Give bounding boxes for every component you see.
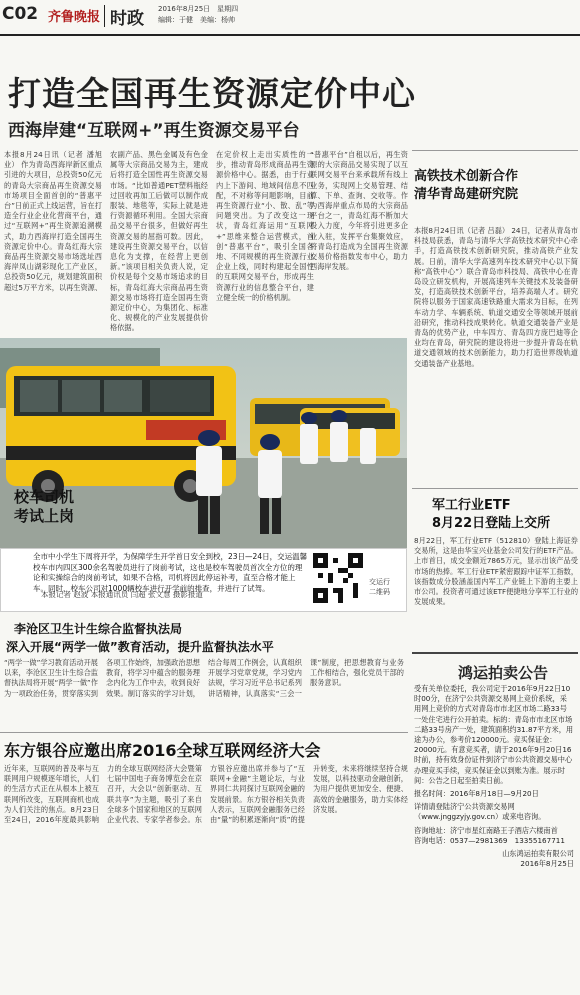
paper-logo: 齐鲁晚报 (48, 10, 101, 25)
main-subheadline: 西海岸建“互联网+”再生资源交易平台 (8, 121, 300, 141)
right-article2-title1: 军工行业ETF (432, 498, 511, 513)
right-article2-body: 8月22日，军工行业ETF（512810）登陆上海证券交易所，这是由华宝兴业基金公司发行的ETF产品。上市首日，成交金额近7865万元，显示出该产品受市场的热捧。军工行业ETF紧密跟踪中证军工指数，该指数成分股涵盖国内军工产业链上下游的主要上市公司。投资者可通过该ETF便捷地分享军工行业的发展成果。 (414, 536, 578, 607)
right-divider-mid (412, 488, 578, 489)
school-bus-photo (0, 338, 407, 548)
right-article2-title2: 8月22日登陆上交所 (432, 516, 551, 531)
notice-text: 受有关单位委托，我公司定于2016年9月22日10时00分，在济宁公共资源交易网上竞价系统，采用网上竞价的方式对青岛市市北区市场二路33号一处住宅进行公开拍卖。标的：青岛市市北区市场二路33号房产一处，建筑面积约31.87平方米，用途为办公，参考价120000元。竞买保证金：20000元。有意竞买者，请于2016年9月20日16时前，持有效身份证件到济宁市公共资源交易中心办理竞买手续，竞买保证金以到账为准。展示时间：公告之日起至拍卖日前。 (414, 684, 574, 785)
main-headline: 打造全国再生资源定价中心 (8, 74, 416, 113)
notice-title: 鸿运拍卖公告 (458, 664, 549, 682)
right-article1-body: 本报8月24日讯（记者 吕磊） 24日，记者从青岛市科技局获悉，青岛与清华大学高铁技术研究中心牵手，打造高铁技术创新研究院，推动高铁产业发展。日前，清华大学高速列车技术研究中心以下简称“高铁中心”）联合青岛市科技局、高铁中心在青岛设立研发机构，开展高速列车关键技术及装备研发，打造高铁技术创新平台，培养高端人才。研究院将以服务于国家高速铁路重大需求为目标，在列车动力学、车辆系统、轨道交通安全等领域开展前沿研究，推动科技成果转化。轨道交通装备产业是青岛的优势产业，中车四方、青岛四方庞巴迪等企业均在青岛，研究院的建设将进一步提升青岛在轨道交通领域的技术创新能力，助力打造世界级轨道交通装备产业基地。 (414, 226, 578, 368)
section-divider (0, 732, 408, 733)
header-divider (104, 5, 105, 27)
main-article-col3: 在定价权上走出实质性的一步，推动青岛形成商品再生资源价格中心。据悉，由于行业内上下游间、地域间信息不匹配，不对称等问题影响，目前再生资源行业“小、散、乱”等问题突出。为了改变这一现状，青岛红海运用“互联网+”思维来整合运营模式，首创“普惠平台”，吸引全国各地、不同规模的再生资源行业企业上线，同时构建起全国性的互联网交易平台，形成再生资源行业的信息整合平台，建立健全统一的价格机制。 (216, 150, 314, 302)
qr-code[interactable] (313, 553, 363, 603)
editor-credit: 编辑：于健 美编：杨帅 (158, 16, 235, 24)
photo-overlay-title: 校车司机 考试上岗 (14, 488, 75, 525)
photo-caption-box (0, 548, 407, 612)
notice-company: 山东鸿运拍卖有限公司 (502, 849, 574, 859)
right-article1-title1: 高铁技术创新合作 (414, 169, 519, 184)
notice-phone: 咨询电话：0537—2981369 13355167711 (414, 835, 565, 845)
page-header (0, 0, 580, 36)
article2-title-line2: 深入开展“两学一做”教育活动，提升监督执法水平 (6, 640, 274, 654)
article3-title: 东方银谷应邀出席2016全球互联网经济大会 (4, 741, 321, 760)
right-article1-title2: 清华青岛建研究院 (414, 187, 519, 202)
main-article-col4: “普惠平台”自租以后，再生资源的大宗商品交易实现了以互联网交易平台来承载所有线上业务，实现网上交易管理、结算、下单、查询、交收等。作为西海岸重点布局的大宗商品平台之一，青岛红海不断加大投入力度，今年将引进更多企业入驻，发挥平台集聚效应，将青岛打造成为全国再生资源交易价格指数发布中心，助力西海岸发展。 (310, 150, 408, 272)
notice-body (414, 684, 574, 869)
section-name: 时政 (110, 9, 144, 29)
main-article-col1: 本报8月24日讯（记者 潘旭业） 作为青岛西海岸新区重点引进的大项目，总投资50亿元的青岛大宗商品再生资源交易市场项目全面首创的“普惠平台”日前正式上线运营，旨在打造全行业企业化营商平台，通过“互联网+”再生资源追溯模式，助力西海岸打造全国再生资源定价中心。青岛红海大宗商品再生资源交易市场选址西海岸凤山湖彩现化工产业区，总投资50亿元，规划建筑面积超过5万平方米，以再生资源、 (4, 150, 102, 292)
article2-title-line1: 李沧区卫生计生综合监督执法局 (14, 622, 183, 636)
issue-date: 2016年8月25日 星期四 (158, 5, 239, 13)
article3-body: 近年来，互联网的普及率与互联网用户规模逐年增长，人们的生活方式正在从根本上被互联网所改变，互联网商机也成为人们关注的焦点。8月23日至24日，2016年度最具影响力的全球互联网经济大会暨第七届中国电子商务博览会在京召开，大会以“创新驱动、互联共享”为主题，吸引了来自全球多个国家和地区的互联网企业代表、专家学者参会。东方银谷应邀出席并参与了“互联网+金融”主题论坛，与业界同仁共同探讨互联网金融的发展前景。东方银谷相关负责人表示，互联网金融服务已经由“量”的积累逐渐向“质”的提升转变，未来将继续坚持合规发展，以科技驱动金融创新，为用户提供更加安全、便捷、高效的金融服务，助力实体经济发展。 (4, 764, 408, 825)
article2-body: “两学一做”学习教育活动开展以来，李沧区卫生计生综合监督执法局将开展“两学一做”作为一项政治任务，贯穿落实到各项工作始终，加强政治思想教育，将学习中蕴含的服务理念内化为工作中去，收到良好效果。制订落实的学习计划，结合每周工作例会，认真组织开展学习党章党规，学习党内法规，学习习近平总书记系列讲话精神，认真落实“三会一课”制度，把思想教育与业务工作相结合，强化党员干部的服务意识。 (4, 658, 404, 698)
notice-signup: 报名时间：2016年8月18日—9月20日 (414, 789, 539, 799)
auction-notice (412, 652, 578, 994)
notice-address: 咨询地址：济宁市星红南路王子酒店六楼南首 (414, 825, 558, 835)
qr-label: 交运行 二维码 (369, 578, 390, 596)
header-meta (158, 4, 238, 26)
page-code: C02 (2, 4, 39, 24)
notice-date: 2016年8月25日 (520, 859, 574, 869)
right-divider-top (412, 150, 578, 151)
notice-site: 详情请登陆济宁公共资源交易网（www.jnggzyjy.gov.cn）或来电咨询。 (414, 802, 546, 822)
qr-code-icon (313, 553, 363, 603)
photo-credit: 本报记者 赵波 本报通讯员 闫超 张文慧 摄影报道 (41, 590, 203, 599)
main-article-col2: 农副产品、黑色金属及有色金属等大宗商品交易为主，建成后将打造全国性再生资源交易市场。“比如普通PET塑料瓶经过回收再加工后做可以制作成服装、地毯等，实际上就是进行资源循环利用。全国大宗商品交易平台很多，但做好再生资源交易的屈指可数。因此，建设再生资源交易平台，以信息化为支撑，在经营上更创新。”该项目相关负责人说，定价权是每个交易市场追求的目标，青岛红海大宗商品再生资源交易市场将打造全国再生资源定价中心，为集团化、标准化、规模化的产业发展提供价格依据。 (110, 150, 208, 333)
photo-caption-text: 全市中小学生下周将开学，为保障学生开学首日安全到校，23日—24日，交运温馨校车市内四区300余名驾驶员进行了岗前考试，这也是校车驾驶员首次全方位的理论和实操综合的岗前考试，如果不合格，司机将因此停运补考，直至合格才能上车。同时，校车公司对1000辆校车进行开学前的排查，并进行了试驾。 (33, 552, 308, 593)
